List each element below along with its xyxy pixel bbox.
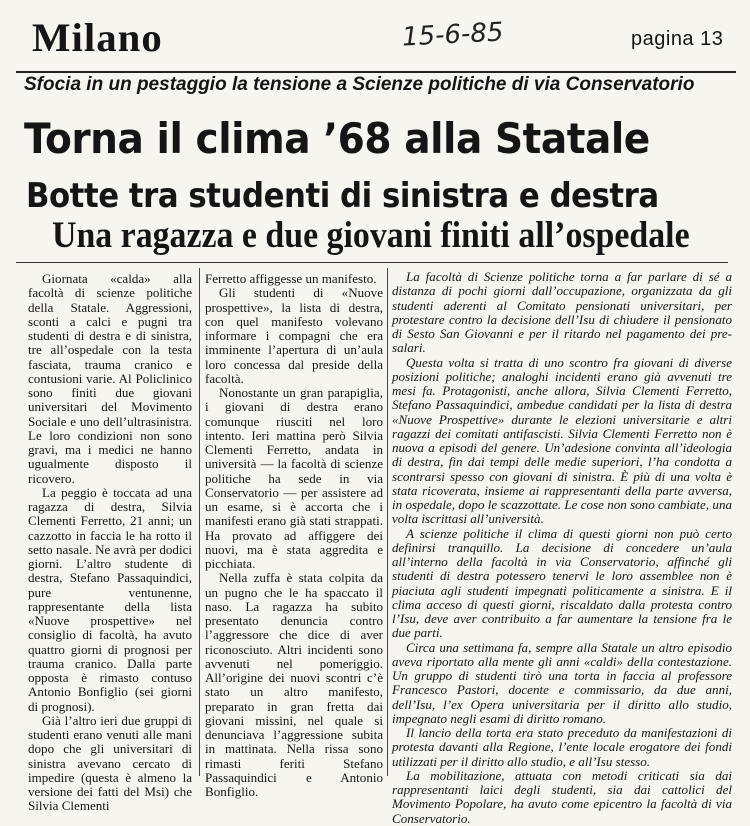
paragraph: Nella zuffa è stata colpita da un pugno che le ha spaccato il naso. La ragazza ha subito presentato denuncia contro l’aggressore che dice di aver riconosciuto. Altri incidenti sono avvenuti nel pomeriggio. All’origine dei nuovi scontri c’è stato un altro manifesto, preparato in gran fretta dai giovani missini, nel quale si denunciava l’aggressione subita in mattinata. Nella rissa sono rimasti feriti Stefano Passaquindici e Antonio Bonfiglio. [205,570,383,799]
paragraph: Ferretto affiggesse un manifesto. [205,271,377,286]
headline-main: Torna il clima ’68 alla Statale [24,114,650,163]
paragraph: La mobilitazione, attuata con metodi criticati sia dai rappresentanti laici degli studenti, sia dai cattolici del Movimento Popolare, ha avuto come epicentro la facoltà di via Conservatorio. [392,767,732,826]
masthead [10,10,740,58]
section-title: Milano [32,15,163,60]
headline-subtitle: Una ragazza e due giovani finiti all’ospedale [52,215,690,256]
paragraph: La facoltà di Scienze politiche torna a far parlare di sé a distanza di pochi giorni dall’occupazione, organizzata da gli studenti aderenti al Comitato pensionati universitari, per protestare contro la decisione dell’Isu di chiudere il pensionato di Sesto San Giovanni e per il ritardo nel pagamento dei pre-salari. [392,269,732,356]
paragraph: Giornata «calda» alla facoltà di scienze politiche della Statale. Aggressioni, sconti a calci e pugni tra studenti di destra e di sinistra, tre all’ospedale con la testa fasciata, trauma cranico e contusioni varie. Al Policlinico sono finiti due giovani universitari del Movimento Sociale e uno dell’ultrasinistra. Le loro condizioni non sono gravi, ma i medici ne hanno ugualmente disposto il ricovero. [28,271,192,486]
paragraph: La peggio è toccata ad una ragazza di destra, Silvia Clementi Ferretto, 21 anni; un cazzotto in faccia le ha rotto il setto nasale. Ne avrà per dodici giorni. L’altro studente di destra, Stefano Passaquindici, pure ventunenne, rappresentante della lista «Nuove prospettive» nel consiglio di facoltà, ha avuto quattro giorni di prognosi per trauma cranico. Dalla parte opposta è rimasto contuso Antonio Bonfiglio (sei giorni di prognosi). [28,484,192,714]
paragraph: Già l’altro ieri due gruppi di studenti erano venuti alle mani dopo che gli universitari di sinistra avevano cercato di impedire (questa è almeno la versione dei fatti del Msi) che Silvia Clementi [28,712,192,814]
masthead-rule [16,71,736,73]
article-column-1 [28,271,192,814]
paragraph: Gli studenti di «Nuove prospettive», la lista di destra, con quel manifesto volevano informare i compagni che era imminente l’apertura di un’aula loro concessa dal preside della facoltà. [205,285,383,386]
paragraph: Questa volta si tratta di uno scontro fra giovani di diverse posizioni politiche; analoghi incidenti erano già avvenuti tre mesi fa. Protagonisti, anche allora, Silvia Clementi Ferretto, Stefano Passaquindici, ambedue candidati per la lista di destra «Nuove Prospettive» durante le elezioni universitarie e altri ragazzi dei comitati antifascisti. Silvia Clementi Ferretto non è nuova a episodi del genere. Un’adesione convinta all’ideologia di destra, fin dai tempi delle medie superiori, l’ha condotta a scontrarsi spesso con giovani di sinistra. È più di una volta è stata ricoverata, insieme ai rappresentanti della parte avversa, in ospedale, dopo le scazzottate. Le cose non sono cambiate, una volta iscrittasi all’università. [392,354,732,527]
kicker: Sfocia in un pestaggio la tensione a Scienze politiche di via Conservatorio [24,74,695,95]
article-column-2 [205,271,383,799]
paragraph: Il lancio della torta era stato preceduto da manifestazioni di protesta davanti alla Regione, l’ente locale erogatore dei fondi utilizzati per il diritto allo studio, e all’Isu stesso. [392,725,732,769]
article-column-3 [392,269,732,826]
column-divider [387,268,388,776]
paragraph: A scienze politiche il clima di questi giorni non può certo definirsi tranquillo. La decisione di concedere un’aula all’interno della facoltà in via Conservatorio, affinché gli studenti di destra potessero tenervi le loro assemblee non è piaciuta agli studenti impegnati politicamente a sinistra. E il clima acceso di questi giorni, riscaldato dalla protesta contro l’Isu, deve aver contribuito a far aumentare la tensione fra le due parti. [392,525,732,641]
paragraph: Nonostante un gran parapiglia, i giovani di destra erano comunque riusciti nel loro intento. Ieri mattina però Silvia Clementi Ferretto, andata in università — la facoltà di scienze politiche ha sede in via Conservatorio — per assistere ad un esame, si è accorta che i manifesti erano già stati strappati. Ha provato ad affiggere dei nuovi, ma è stata aggredita e picchiata. [205,385,383,571]
handwritten-date: 15-6-85 [401,17,505,53]
headline-rule [16,262,728,263]
column-divider [199,268,200,776]
page-number: pagina 13 [631,28,724,50]
headline-secondary: Botte tra studenti di sinistra e destra [26,176,659,216]
paragraph: Circa una settimana fa, sempre alla Statale un altro episodio aveva riportato alla mente gli anni «caldi» della contestazione. Un gruppo di studenti tirò una torta in faccia al professore Francesco Pastori, docente e commissario, da due anni, dell’Isu, l’ex Opera universitaria per il diritto allo studio, impegnato negli esami di diritto romano. [392,639,732,726]
